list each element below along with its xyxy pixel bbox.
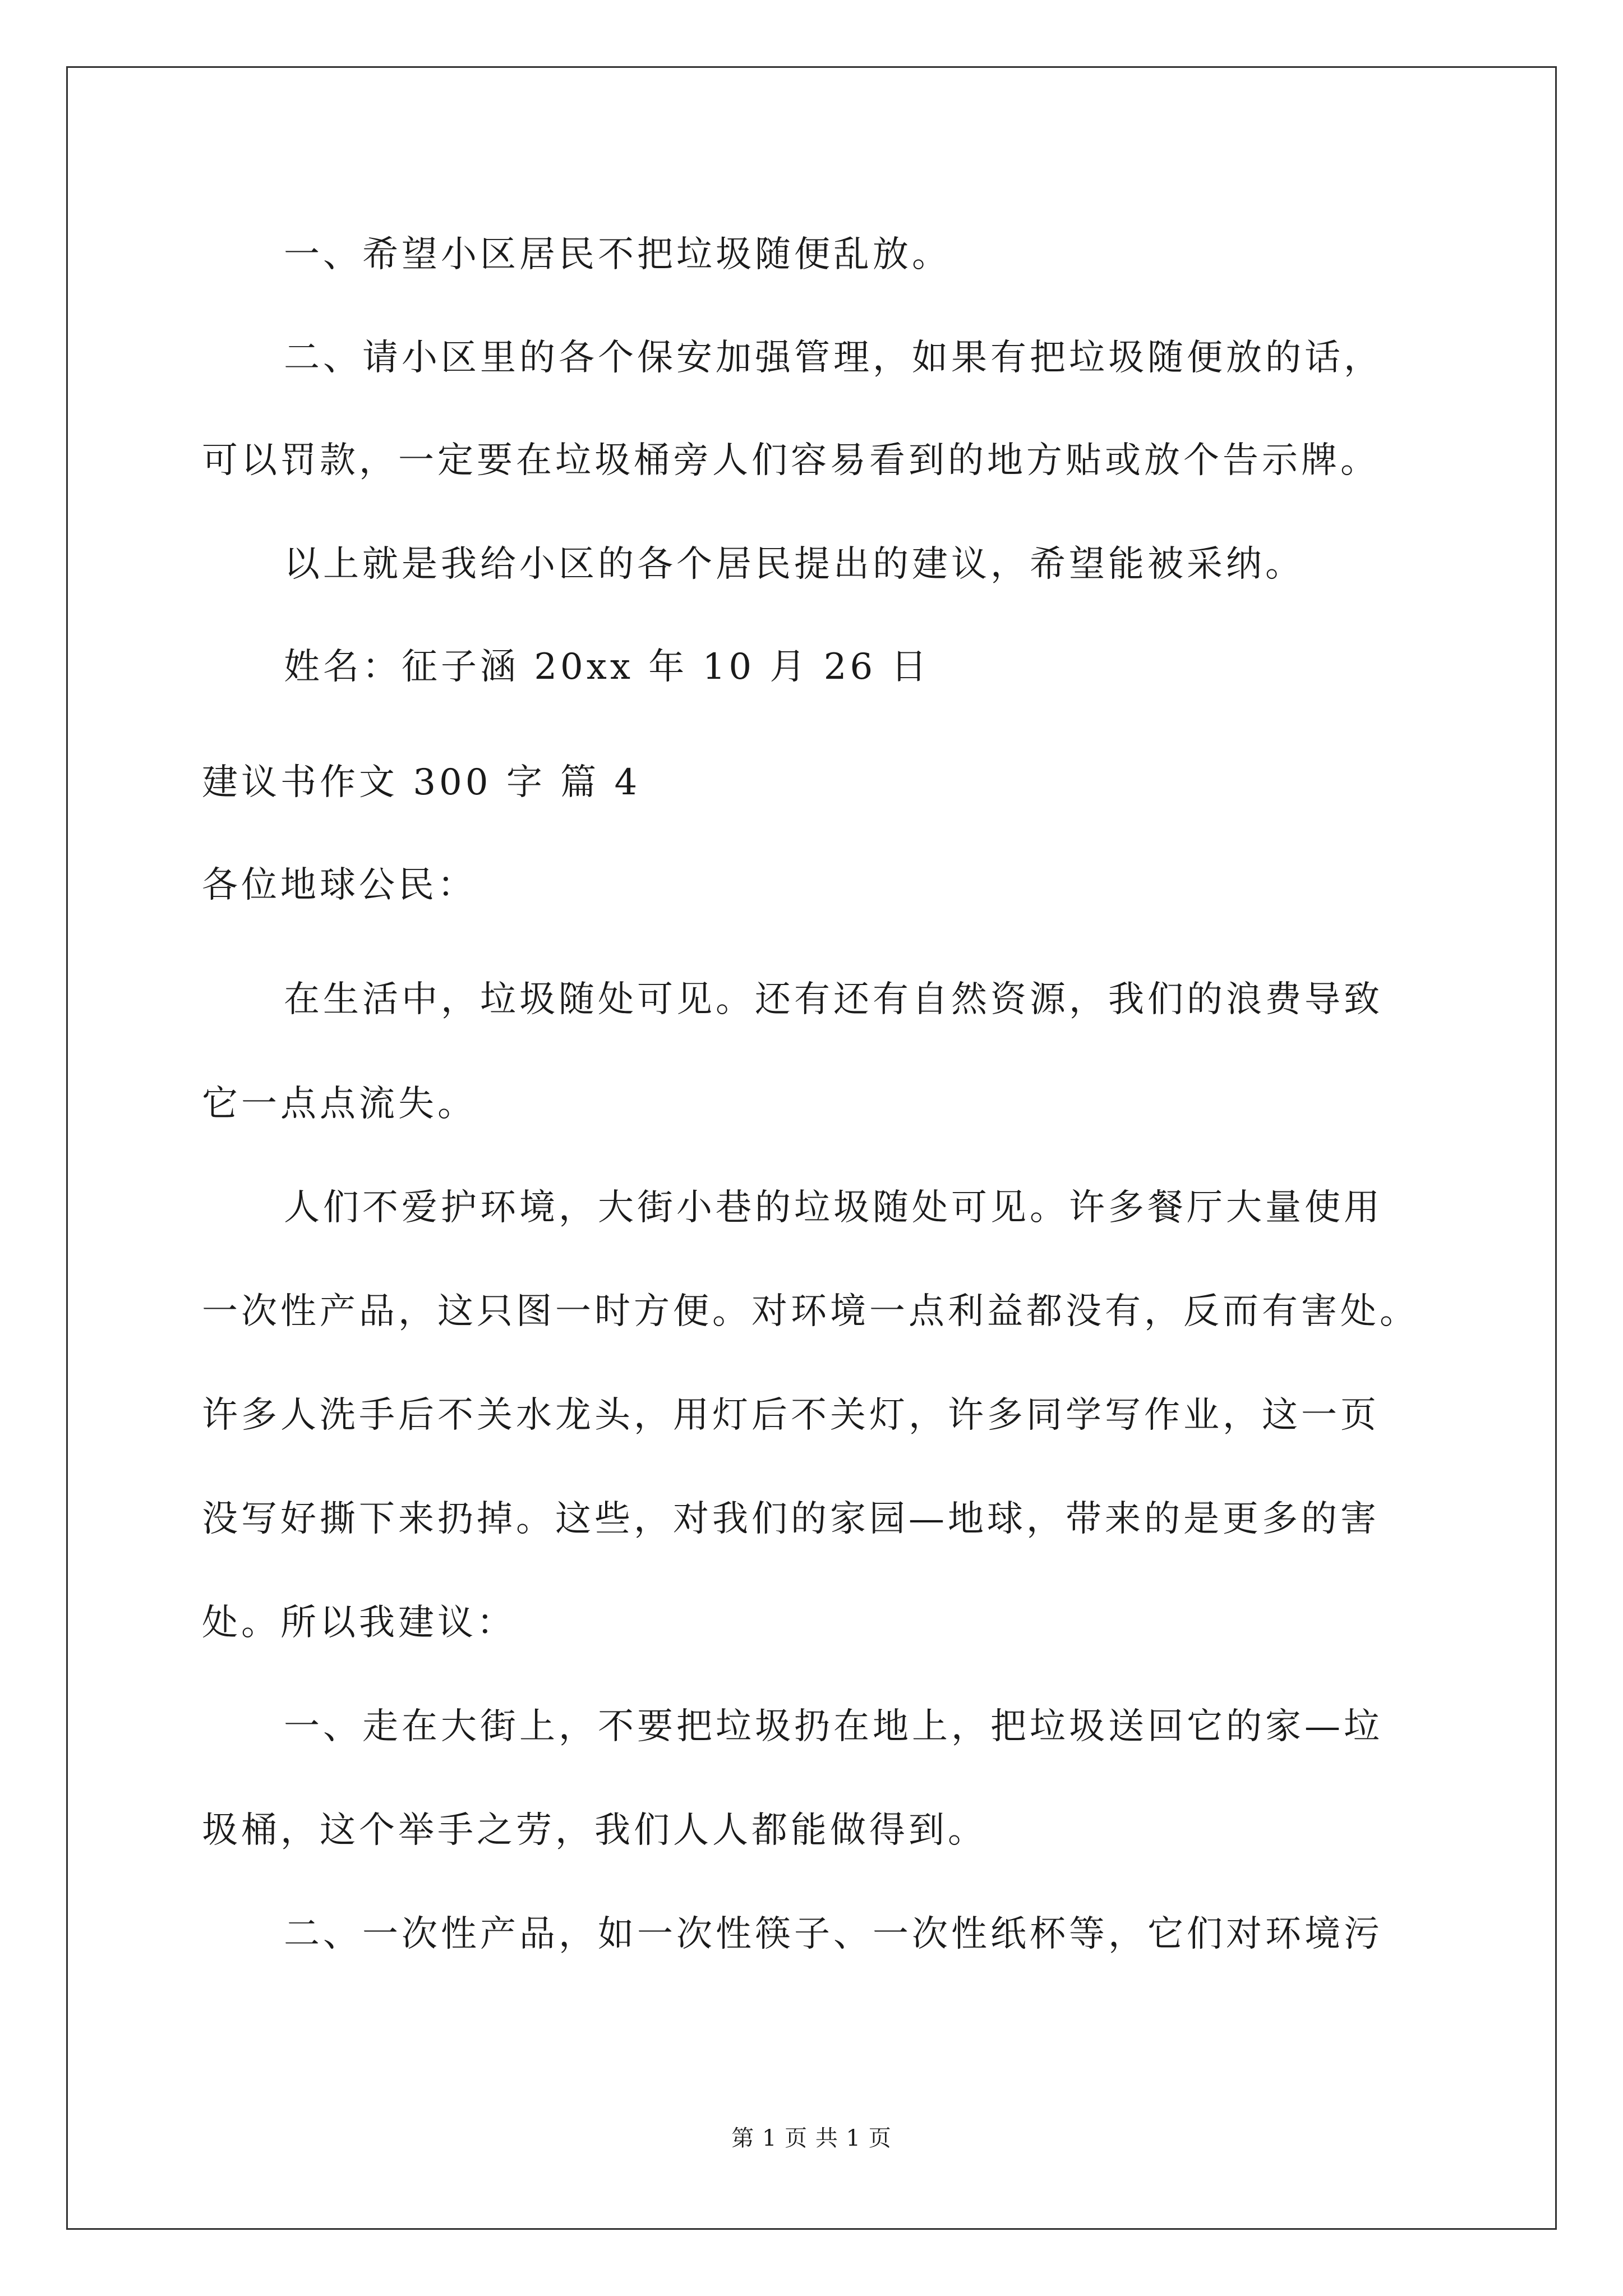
page-border [66,66,1557,2230]
paragraph-line: 处。所以我建议： [202,1602,516,1644]
paragraph-line: 二、请小区里的各个保安加强管理，如果有把垃圾随便放的话， [284,337,1383,379]
paragraph-line: 以上就是我给小区的各个居民提出的建议，希望能被采纳。 [284,544,1304,585]
paragraph-line: 人们不爱护环境，大街小巷的垃圾随处可见。许多餐厅大量使用 [284,1187,1383,1228]
paragraph-line: 在生活中，垃圾随处可见。还有还有自然资源，我们的浪费导致 [284,979,1383,1020]
paragraph-line: 它一点点流失。 [202,1083,477,1125]
page-number-footer: 第 1 页 共 1 页 [731,2125,892,2151]
paragraph-line: 圾桶，这个举手之劳，我们人人都能做得到。 [202,1810,987,1851]
signature-date-line: 姓名：征子涵 20xx 年 10 月 26 日 [284,646,930,688]
paragraph-line: 一、走在大街上，不要把垃圾扔在地上，把垃圾送回它的家—垃 [284,1706,1383,1747]
salutation: 各位地球公民： [202,864,477,906]
paragraph-line: 二、一次性产品，如一次性筷子、一次性纸杯等，它们对环境污 [284,1913,1383,1955]
paragraph-line: 没写好撕下来扔掉。这些，对我们的家园—地球，带来的是更多的害 [202,1498,1380,1540]
paragraph-line: 可以罚款，一定要在垃圾桶旁人们容易看到的地方贴或放个告示牌。 [202,440,1380,481]
paragraph-line: 许多人洗手后不关水龙头，用灯后不关灯，许多同学写作业，这一页 [202,1395,1380,1436]
paragraph-line: 一、希望小区居民不把垃圾随便乱放。 [284,234,951,275]
section-heading: 建议书作文 300 字 篇 4 [202,762,641,803]
paragraph-line: 一次性产品，这只图一时方便。对环境一点利益都没有，反而有害处。 [202,1291,1419,1332]
